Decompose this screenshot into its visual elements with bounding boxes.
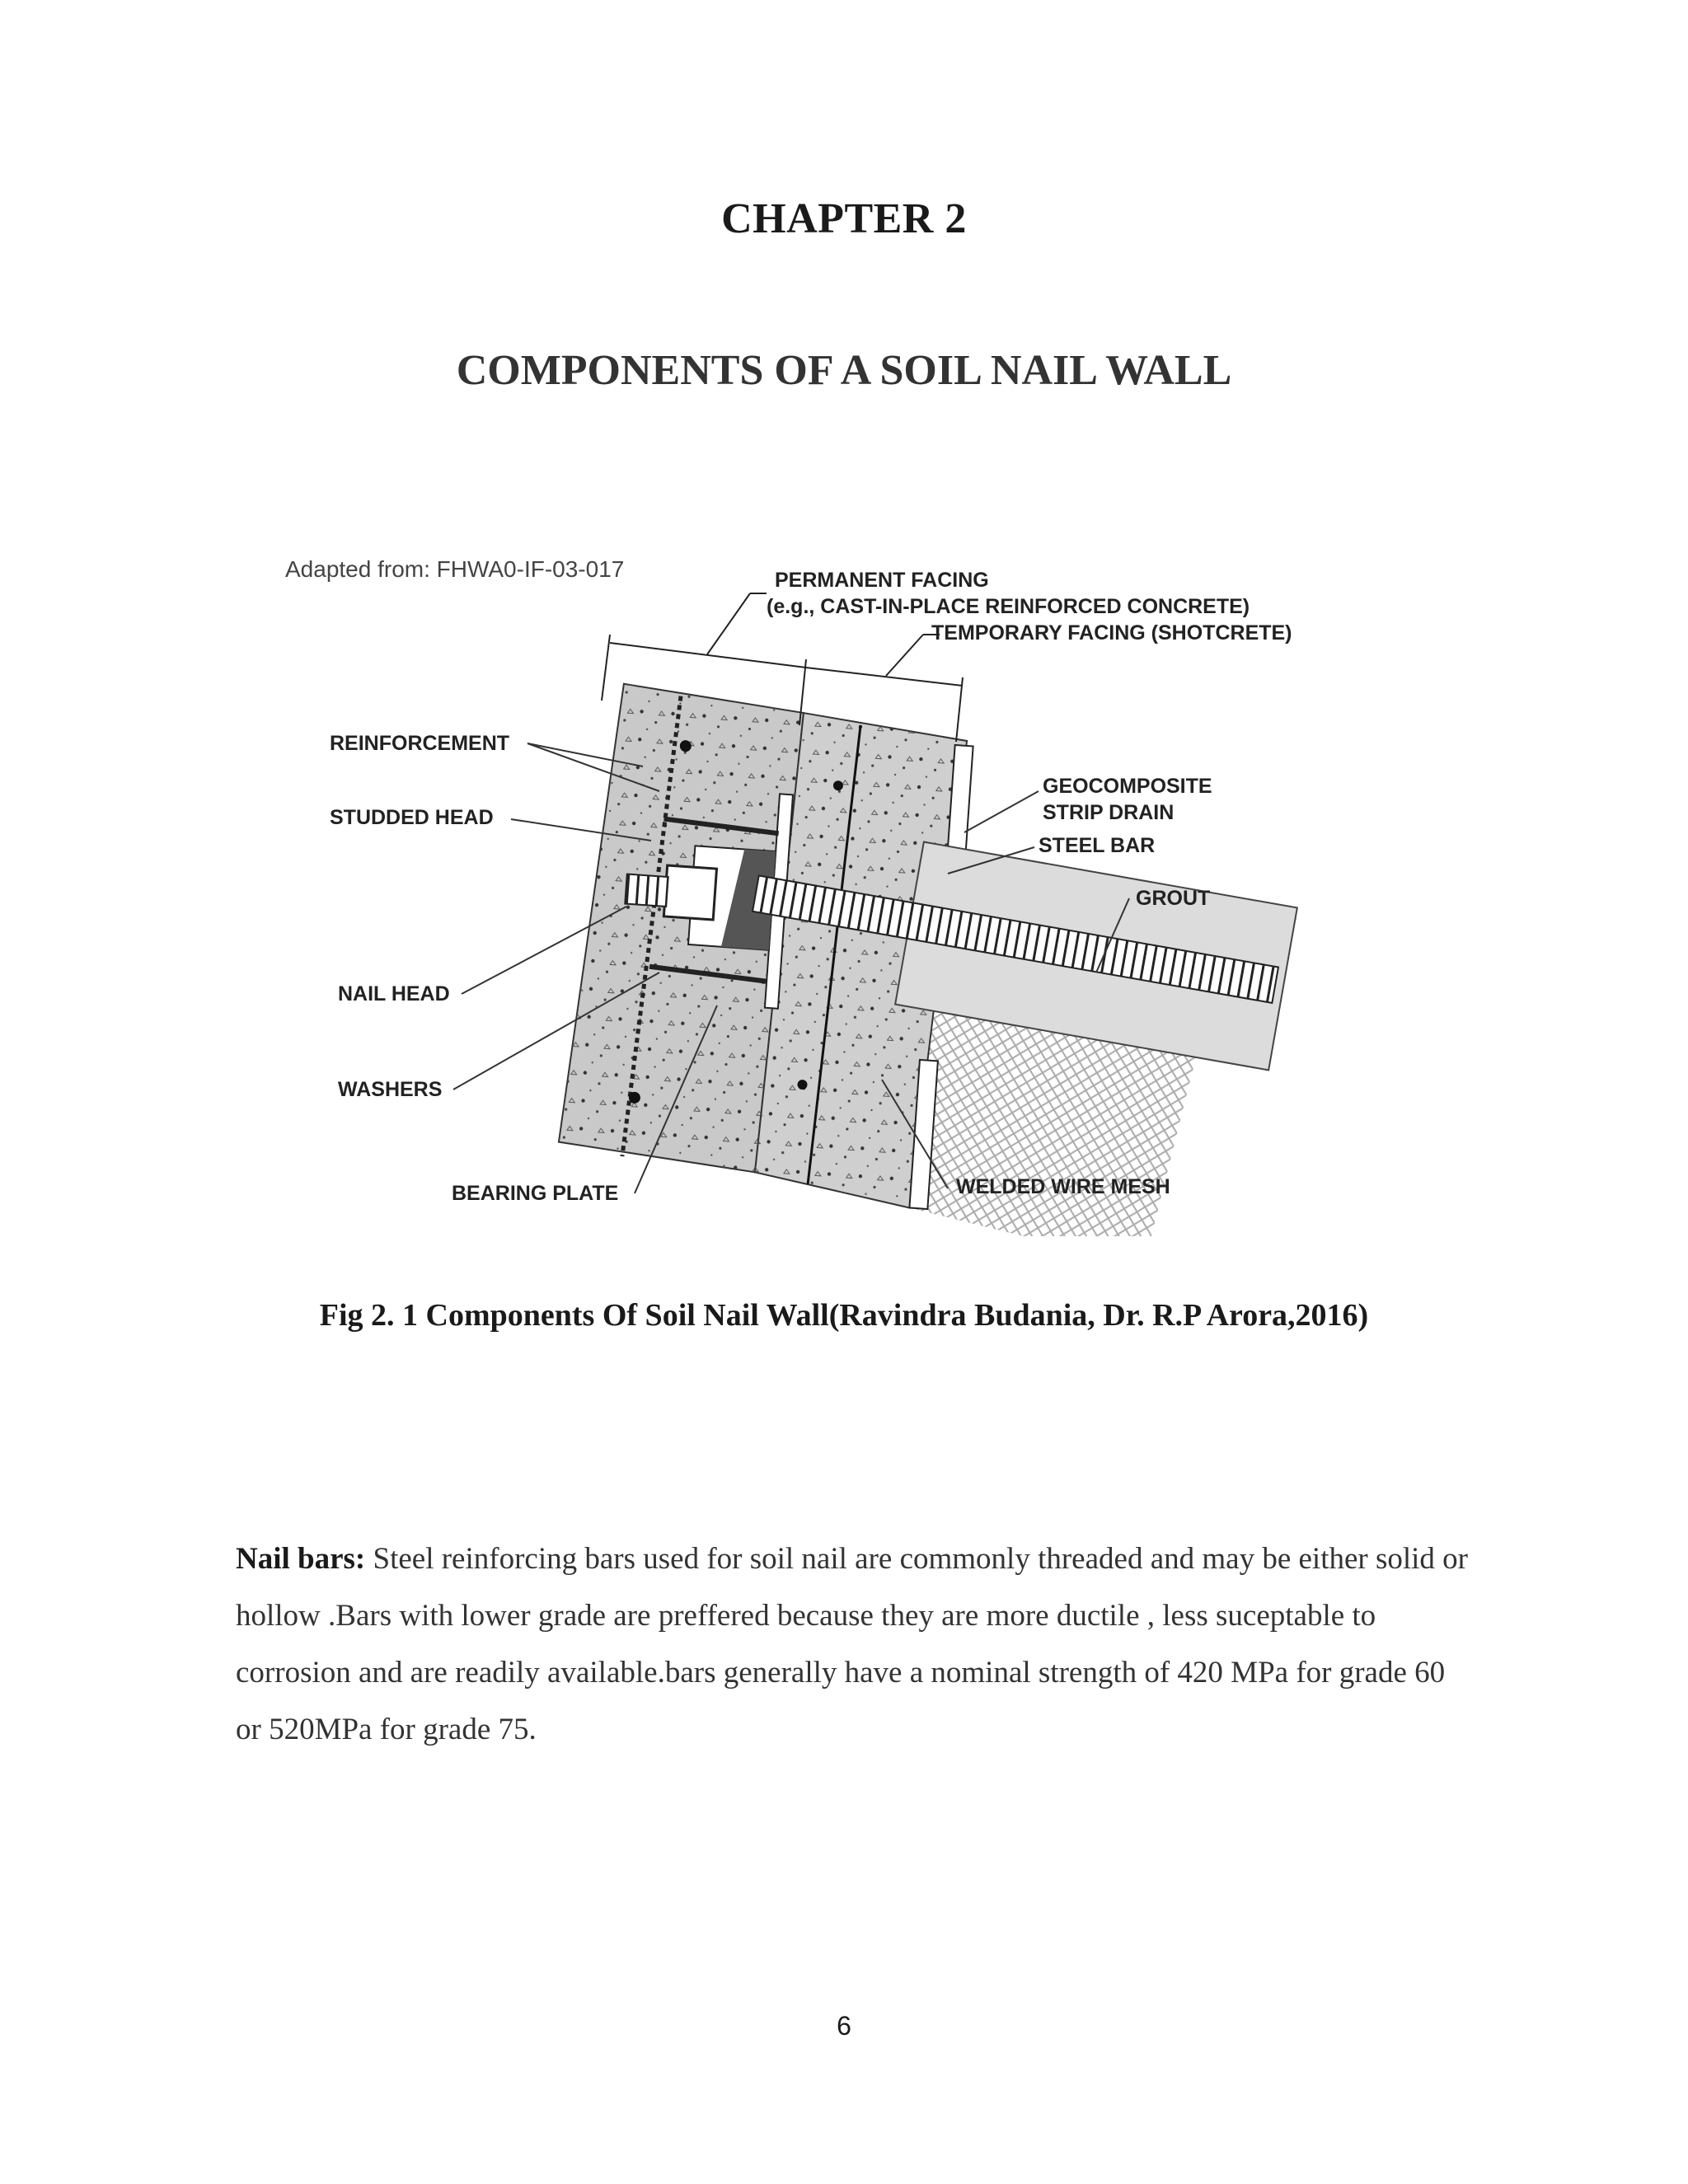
label-welded-wire-mesh: WELDED WIRE MESH [956, 1175, 1170, 1198]
body-paragraph [236, 1530, 1472, 1758]
nail-head-threads [625, 874, 668, 907]
chapter-title: CHAPTER 2 [721, 195, 967, 242]
source-note: Adapted from: FHWA0-IF-03-017 [285, 556, 625, 582]
page-number: 6 [837, 2011, 851, 2041]
label-temporary-facing: TEMPORARY FACING (SHOTCRETE) [931, 621, 1292, 644]
label-grout: GROUT [1136, 887, 1211, 910]
label-permanent-facing: PERMANENT FACING [775, 569, 989, 592]
label-studded-head: STUDDED HEAD [330, 806, 494, 829]
label-strip-drain: STRIP DRAIN [1043, 801, 1175, 824]
soil-nail-wall-figure [272, 544, 1376, 1236]
label-bearing-plate: BEARING PLATE [452, 1182, 619, 1205]
paragraph-text: Steel reinforcing bars used for soil nail are commonly threaded and may be either solid or hollow .Bars with lower grade are preffered because they are more ductile , less suceptable to corrosion and are readily available.bars generally have a nominal strength of 420 MPa for grade 60 or 520MPa for grade 75. [236, 1542, 1468, 1746]
label-nail-head: NAIL HEAD [338, 982, 450, 1005]
figure-caption: Fig 2. 1 Components Of Soil Nail Wall(Ravindra Budania, Dr. R.P Arora,2016) [319, 1298, 1369, 1333]
label-washers: WASHERS [338, 1078, 443, 1101]
label-permanent-facing-example: (e.g., CAST-IN-PLACE REINFORCED CONCRETE) [767, 595, 1250, 618]
label-geocomposite: GEOCOMPOSITE [1043, 775, 1212, 798]
label-steel-bar: STEEL BAR [1039, 834, 1156, 857]
nut [663, 865, 716, 920]
section-title: COMPONENTS OF A SOIL NAIL WALL [456, 347, 1232, 394]
label-reinforcement: REINFORCEMENT [330, 732, 510, 755]
soil-nail-wall-diagram [272, 544, 1376, 1236]
paragraph-lead: Nail bars: [236, 1542, 366, 1576]
